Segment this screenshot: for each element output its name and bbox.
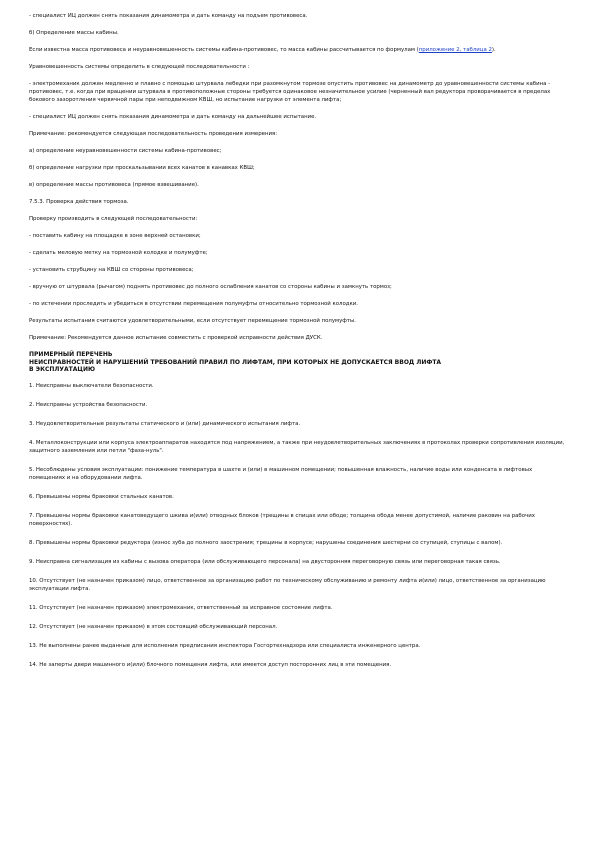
list-item: 10. Отсутствует (не назначен приказом) лицо, ответственное за организацию работ по техническому обслуживанию и ремонту лифта и(или) лицо, ответственное за организацию эксплуатации лифта. <box>29 577 546 592</box>
paragraph-10: в) определение массы противовеса (прямое взвешивание). <box>29 182 199 188</box>
list-item: 4. Металлоконструкции или корпуса электроаппаратов находятся под напряжением, а также при неудовлетворительных заключениях в протоколах проверки сопротивления изоляции, защитного заземления или петли "фаза-нуль". <box>29 439 565 454</box>
heading-line-3: В ЭКСПЛУАТАЦИЮ <box>29 366 96 374</box>
list-item: 11. Отсутствует (не назначен приказом) электромеханик, ответственный за исправное состояние лифта. <box>29 604 333 611</box>
paragraph-5: - электромеханик должен медленно и плавно с помощью штурвала лебедки при разомкнутом тормозе опустить противовес на динамометр до уравновешенности системы кабина - противовес, т.е. когда при вращении штурвала в противоположные стороны требуется одинаковое незначительное усилие (черненный вал редуктора проворачивается в пределах бокового зазоротления червячной пары при неподвижном КВШ, но испытание нагрузки от элемента лифта; <box>29 81 551 103</box>
paragraph-19: Примечание: Рекомендуется данное испытание совместить с проверкой исправности действия ДУСК. <box>29 335 323 341</box>
paragraph-3: Если известна масса противовеса и неуравновешенность системы кабина-противовес, то масса кабины рассчитывается по формулам (приложение 2, таблица 2). <box>29 47 496 53</box>
paragraph-12: Проверку производить в следующей последовательности: <box>29 216 198 222</box>
paragraph-15: - установить струбцину на КВШ со стороны противовеса; <box>29 267 194 273</box>
section-heading <box>29 351 569 374</box>
list-item: 12. Отсутствует (не назначен приказом) в этом состоящий обслуживающий персонал. <box>29 623 278 630</box>
paragraph-8: а) определение неуравновешенности системы кабина-противовес; <box>29 148 222 154</box>
appendix-link[interactable]: приложение 2, таблица 2 <box>418 47 492 53</box>
list-item: 2. Неисправны устройства безопасности. <box>29 401 148 408</box>
paragraph-9: б) определение нагрузки при проскальзывании всех канатов в канавках КВШ; <box>29 165 255 171</box>
list-item: 8. Превышены нормы браковки редуктора (износ зуба до полного заострения; трещины в корпусе; нарушены соединения шестерни со ступицей, ступицы с валом). <box>29 539 503 546</box>
list-item: 3. Неудовлетворительные результаты статического и (или) динамического испытания лифта. <box>29 420 301 427</box>
paragraph-18: Результаты испытания считаются удовлетворительными, если отсутствует перемещение тормозной полумуфты. <box>29 318 357 324</box>
paragraph-11: 7.5.3. Проверка действия тормоза. <box>29 199 129 205</box>
paragraph-14: - сделать меловую метку на тормозной колодке и полумуфте; <box>29 250 208 256</box>
list-item: 7. Превышены нормы браковки канатоведущего шкива и(или) отводных блоков (трещины в спицах или ободе; толщина обода менее допустимой, наличие раковин на рабочих поверхностях). <box>29 512 535 527</box>
paragraph-16: - вручную от штурвала (рычагом) поднять противовес до полного ослабления канатов со стороны кабины и замкнуть тормоз; <box>29 284 392 290</box>
list-item: 14. Не заперты двери машинного и(или) блочного помещения лифта, или имеется доступ посторонних лиц в эти помещения. <box>29 661 392 668</box>
paragraph-17: - по истечении проследить и убедиться в отсутствии перемещения полумуфты относительно тормозной колодки. <box>29 301 358 307</box>
heading-line-1: ПРИМЕРНЫЙ ПЕРЕЧЕНЬ <box>29 351 113 358</box>
list-item: 5. Несоблюдены условия эксплуатации: понижение температура в шахте и (или) в машинном помещении; повышенная влажность, наличие воды или конденсата в лифтовых помещениях и на оборудовании лифта. <box>29 466 533 481</box>
list-item: 6. Превышены нормы браковки стальных канатов. <box>29 493 174 500</box>
paragraph-2: б) Определение массы кабины. <box>29 30 119 36</box>
paragraph-4: Уравновешенность системы определить в следующей последовательности : <box>29 64 250 70</box>
paragraph-7: Примечание: рекомендуется следующая последовательность проведения измерения: <box>29 131 278 137</box>
paragraph-6: - специалист ИЦ должен снять показания динамометра и дать команду на дальнейшее испытание. <box>29 114 317 120</box>
list-item: 13. Не выполнены ранее выданные для исполнения предписания инспектора Госгортехнадзора или специалиста инженерного центра. <box>29 642 421 649</box>
heading-line-2: НЕИСПРАВНОСТЕЙ И НАРУШЕНИЙ ТРЕБОВАНИЙ ПРАВИЛ ПО ЛИФТАМ, ПРИ КОТОРЫХ НЕ ДОПУСКАЕТСЯ ВВОД ЛИФТА <box>29 358 442 366</box>
list-item: 9. Неисправна сигнализация из кабины с вызова оператора (или обслуживающего персонала) на двусторонняя переговорную связь или переговорная такая связь. <box>29 558 501 565</box>
list-item: 1. Неисправны выключатели безопасности. <box>29 382 154 389</box>
paragraph-13: - поставить кабину на площадке в зоне верхней остановки; <box>29 233 201 239</box>
paragraph-1: - специалист ИЦ должен снять показания динамометра и дать команду на подъем противовеса. <box>29 13 308 19</box>
document-page <box>29 12 569 680</box>
